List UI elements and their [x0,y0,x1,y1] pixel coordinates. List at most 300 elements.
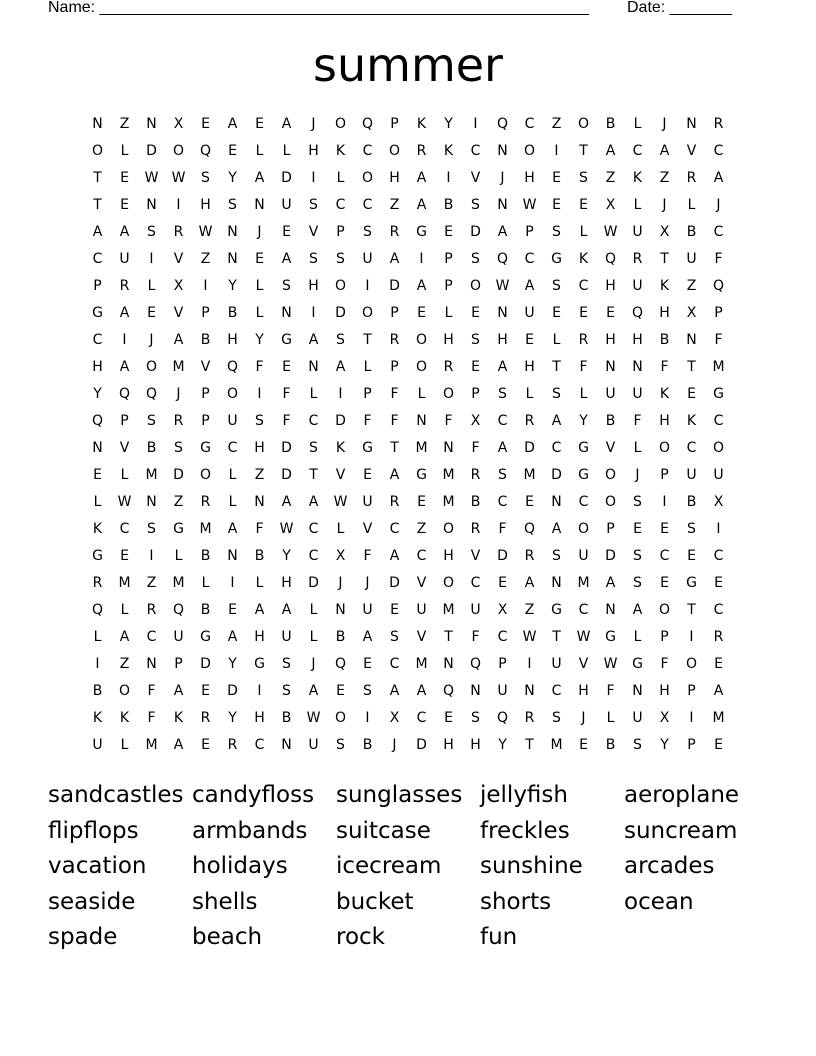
grid-letter: F [471,440,480,456]
grid-letter: K [92,521,103,537]
grid-letter: V [119,440,130,456]
grid-letter: E [201,737,210,753]
grid-letter: V [470,170,481,186]
grid-letter: P [363,386,372,402]
grid-letter: M [145,737,158,753]
grid-letter: F [255,359,264,375]
grid-letter: L [444,305,453,321]
grid-letter: B [227,305,238,321]
word-bank-item: suncream [624,817,738,844]
grid-letter: H [443,332,454,348]
word-bank-item: suitcase [336,817,431,844]
grid-letter: N [416,413,427,429]
grid-letter: L [282,143,291,159]
grid-letter: A [308,332,319,348]
grid-letter: H [443,548,454,564]
grid-letter: I [689,629,694,645]
grid-letter: D [308,575,319,591]
grid-letter: R [686,170,697,186]
grid-letter: S [255,413,264,429]
grid-letter: H [632,332,643,348]
grid-letter: C [119,521,130,537]
grid-letter: O [334,278,347,294]
grid-letter: D [335,413,346,429]
grid-letter: A [281,602,292,618]
grid-letter: I [338,386,343,402]
grid-letter: H [254,440,265,456]
grid-letter: P [660,467,669,483]
grid-letter: C [92,332,103,348]
grid-letter: B [605,413,616,429]
grid-letter: H [605,278,616,294]
word-bank-item: jellyfish [480,782,568,808]
grid-letter: E [660,521,669,537]
grid-letter: R [632,251,643,267]
grid-letter: U [173,629,184,645]
grid-letter: E [633,521,642,537]
grid-letter: V [605,440,616,456]
grid-letter: S [147,521,156,537]
grid-letter: C [497,494,508,510]
grid-letter: A [389,467,400,483]
grid-letter: E [417,305,426,321]
grid-letter: E [390,602,399,618]
grid-letter: C [713,224,724,240]
grid-letter: R [524,710,535,726]
grid-letter: N [146,116,157,132]
grid-letter: H [308,143,319,159]
grid-letter: D [173,467,184,483]
grid-letter: O [145,359,158,375]
grid-letter: C [470,575,481,591]
grid-letter: H [254,710,265,726]
grid-letter: S [390,629,399,645]
grid-letter: F [606,683,615,699]
grid-letter: K [659,278,670,294]
grid-letter: Y [228,278,237,294]
grid-letter: D [335,305,346,321]
grid-letter: G [632,656,643,672]
grid-letter: G [551,602,562,618]
grid-letter: R [200,710,211,726]
grid-letter: N [308,359,319,375]
grid-letter: B [281,710,292,726]
grid-letter: I [419,251,424,267]
grid-letter: H [524,359,535,375]
grid-letter: Q [496,116,509,132]
grid-letter: O [361,170,374,186]
date-field-label: Date: _______ [627,0,732,16]
grid-letter: Q [118,386,131,402]
word-bank-item: sandcastles [48,782,184,808]
grid-letter: G [416,224,427,240]
grid-letter: I [311,305,316,321]
grid-letter: A [173,683,184,699]
grid-letter: H [200,197,211,213]
grid-letter: N [686,332,697,348]
grid-letter: L [228,494,237,510]
grid-letter: M [523,467,536,483]
page-title: summer [313,38,503,92]
grid-letter: O [577,521,590,537]
grid-letter: F [363,413,372,429]
grid-letter: A [92,224,103,240]
grid-letter: Q [361,116,374,132]
word-bank-item: freckles [480,817,570,844]
grid-letter: N [497,143,508,159]
word-bank-item: ocean [624,888,694,915]
grid-letter: T [579,143,588,159]
grid-letter: F [255,521,264,537]
grid-letter: G [200,629,211,645]
grid-letter: E [201,683,210,699]
grid-letter: R [713,116,724,132]
grid-letter: D [389,575,400,591]
grid-letter: C [659,548,670,564]
grid-letter: I [257,386,262,402]
grid-letter: A [632,602,643,618]
grid-letter: S [282,278,291,294]
grid-letter: Y [660,737,669,753]
grid-letter: A [308,683,319,699]
grid-letter: Z [389,197,400,213]
grid-letter: J [338,575,343,591]
grid-letter: S [498,386,507,402]
grid-letter: F [390,413,399,429]
grid-letter: Z [119,656,130,672]
grid-letter: W [306,710,321,726]
grid-letter: C [416,710,427,726]
grid-letter: I [554,143,559,159]
grid-letter: O [469,278,482,294]
grid-letter: S [363,683,372,699]
grid-letter: J [257,224,262,240]
grid-letter: S [363,224,372,240]
grid-letter: H [659,305,670,321]
grid-letter: U [470,602,481,618]
grid-letter: N [497,197,508,213]
grid-letter: C [389,521,400,537]
grid-letter: K [119,710,130,726]
grid-letter: A [497,359,508,375]
grid-letter: V [362,521,373,537]
grid-letter: P [606,521,615,537]
grid-letter: F [471,629,480,645]
grid-letter: M [442,467,455,483]
grid-letter: S [228,197,237,213]
word-bank-item: fun [480,924,518,950]
grid-letter: P [498,656,507,672]
grid-letter: C [551,440,562,456]
grid-letter: G [605,629,616,645]
grid-letter: S [633,575,642,591]
grid-letter: R [173,224,184,240]
grid-letter: O [442,386,455,402]
word-bank-item: beach [192,924,263,950]
grid-letter: C [308,413,319,429]
grid-letter: P [336,224,345,240]
grid-letter: R [200,494,211,510]
grid-letter: Y [444,116,453,132]
grid-letter: F [390,386,399,402]
grid-letter: Q [442,683,455,699]
grid-letter: R [713,629,724,645]
grid-letter: X [686,305,697,321]
grid-letter: M [577,575,590,591]
grid-letter: O [442,575,455,591]
grid-letter: A [389,548,400,564]
grid-letter: P [714,305,723,321]
grid-letter: A [713,683,724,699]
grid-letter: F [660,656,669,672]
grid-letter: U [632,710,643,726]
grid-letter: S [201,170,210,186]
grid-letter: E [444,710,453,726]
grid-letter: H [443,737,454,753]
grid-letter: D [551,467,562,483]
grid-letter: L [633,629,642,645]
grid-letter: L [309,629,318,645]
grid-letter: U [524,305,535,321]
grid-letter: W [198,224,213,240]
grid-letter: S [552,278,561,294]
grid-letter: N [146,656,157,672]
grid-letter: S [174,440,183,456]
grid-letter: C [713,143,724,159]
grid-letter: Z [119,116,130,132]
grid-letter: N [686,116,697,132]
grid-letter: L [93,494,102,510]
grid-letter: L [606,710,615,726]
grid-letter: M [442,602,455,618]
grid-letter: A [119,629,130,645]
grid-letter: S [309,251,318,267]
grid-letter: P [201,386,210,402]
grid-letter: L [201,575,210,591]
grid-letter: U [281,629,292,645]
grid-letter: V [173,305,184,321]
grid-letter: K [416,116,427,132]
grid-letter: C [470,143,481,159]
grid-letter: N [605,602,616,618]
grid-letter: L [633,440,642,456]
grid-letter: A [173,332,184,348]
grid-letter: B [335,629,346,645]
grid-letter: C [497,413,508,429]
grid-letter: D [146,143,157,159]
grid-letter: S [552,710,561,726]
grid-letter: Q [91,413,104,429]
grid-letter: E [417,494,426,510]
grid-letter: G [416,467,427,483]
grid-letter: L [579,386,588,402]
grid-letter: E [255,251,264,267]
grid-letter: A [497,440,508,456]
grid-letter: J [311,656,316,672]
grid-letter: O [91,143,104,159]
grid-letter: V [416,575,427,591]
grid-letter: O [604,494,617,510]
grid-letter: L [255,575,264,591]
grid-letter: K [173,710,184,726]
grid-letter: E [552,305,561,321]
grid-letter: I [257,683,262,699]
grid-letter: V [308,224,319,240]
grid-letter: U [632,386,643,402]
grid-letter: Q [199,143,212,159]
grid-letter: P [444,278,453,294]
grid-letter: C [578,494,589,510]
word-bank-item: icecream [336,853,442,879]
grid-letter: H [308,278,319,294]
grid-letter: P [120,413,129,429]
grid-letter: E [714,575,723,591]
grid-letter: I [311,170,316,186]
grid-letter: B [200,602,211,618]
grid-letter: L [93,629,102,645]
grid-letter: B [659,332,670,348]
grid-letter: T [687,359,696,375]
grid-letter: G [362,440,373,456]
grid-letter: V [578,656,589,672]
grid-letter: C [227,440,238,456]
grid-letter: X [389,710,400,726]
grid-letter: A [416,170,427,186]
grid-letter: O [658,440,671,456]
grid-letter: E [444,224,453,240]
grid-letter: G [92,305,103,321]
word-bank-item: vacation [48,853,147,879]
grid-letter: R [92,575,103,591]
grid-letter: A [281,116,292,132]
grid-letter: E [579,305,588,321]
grid-letter: W [522,197,537,213]
grid-letter: J [716,197,721,213]
grid-letter: G [92,548,103,564]
word-bank-item: shells [192,888,258,915]
grid-letter: A [227,116,238,132]
grid-letter: F [633,413,642,429]
grid-letter: R [389,224,400,240]
grid-letter: N [497,305,508,321]
grid-letter: E [579,197,588,213]
grid-letter: E [282,224,291,240]
grid-letter: E [525,494,534,510]
grid-letter: O [658,602,671,618]
grid-letter: B [686,494,697,510]
grid-letter: A [254,170,265,186]
grid-letter: B [470,494,481,510]
grid-letter: C [308,521,319,537]
word-bank-item: aeroplane [624,782,740,808]
grid-letter: L [525,386,534,402]
grid-letter: K [686,413,697,429]
grid-letter: O [361,305,374,321]
grid-letter: N [443,656,454,672]
grid-letter: N [92,440,103,456]
grid-letter: B [254,548,265,564]
grid-letter: O [172,143,185,159]
grid-letter: T [93,197,102,213]
grid-letter: F [282,386,291,402]
grid-letter: O [523,143,536,159]
grid-letter: S [309,197,318,213]
grid-letter: I [365,710,370,726]
grid-letter: Y [282,548,291,564]
grid-letter: E [660,575,669,591]
grid-letter: S [282,683,291,699]
word-bank-item: shorts [480,888,552,915]
grid-letter: N [551,575,562,591]
grid-letter: N [524,683,535,699]
grid-letter: L [552,332,561,348]
grid-letter: C [254,737,265,753]
grid-letter: R [227,737,238,753]
grid-letter: R [119,278,130,294]
grid-letter: M [415,440,428,456]
grid-letter: A [119,359,130,375]
grid-letter: A [389,683,400,699]
grid-letter: T [363,332,372,348]
grid-letter: A [416,278,427,294]
grid-letter: U [119,251,130,267]
grid-letter: Q [604,251,617,267]
grid-letter: A [605,575,616,591]
grid-letter: L [120,602,129,618]
grid-letter: L [255,278,264,294]
grid-letter: D [389,278,400,294]
word-bank-item: bucket [336,888,414,915]
grid-letter: E [363,467,372,483]
grid-letter: D [605,548,616,564]
grid-letter: M [172,359,185,375]
grid-letter: E [228,602,237,618]
grid-letter: S [336,332,345,348]
grid-letter: J [500,170,505,186]
grid-letter: L [336,521,345,537]
grid-letter: P [201,413,210,429]
grid-letter: E [201,116,210,132]
grid-letter: W [495,278,510,294]
grid-letter: H [524,170,535,186]
grid-letter: X [713,494,724,510]
grid-letter: C [578,278,589,294]
grid-letter: T [552,359,561,375]
grid-letter: E [525,332,534,348]
grid-letter: N [335,602,346,618]
grid-letter: T [525,737,534,753]
grid-letter: S [282,656,291,672]
grid-letter: W [171,170,186,186]
grid-letter: M [172,575,185,591]
grid-letter: B [605,116,616,132]
grid-letter: E [120,170,129,186]
grid-letter: L [336,170,345,186]
grid-letter: I [689,710,694,726]
grid-letter: P [471,386,480,402]
grid-letter: E [228,143,237,159]
grid-letter: H [578,683,589,699]
grid-letter: O [415,359,428,375]
grid-letter: F [444,413,453,429]
grid-letter: A [551,413,562,429]
grid-letter: O [712,440,725,456]
grid-letter: C [92,251,103,267]
grid-letter: Y [255,332,264,348]
grid-letter: I [176,197,181,213]
grid-letter: J [392,737,397,753]
grid-letter: C [713,413,724,429]
